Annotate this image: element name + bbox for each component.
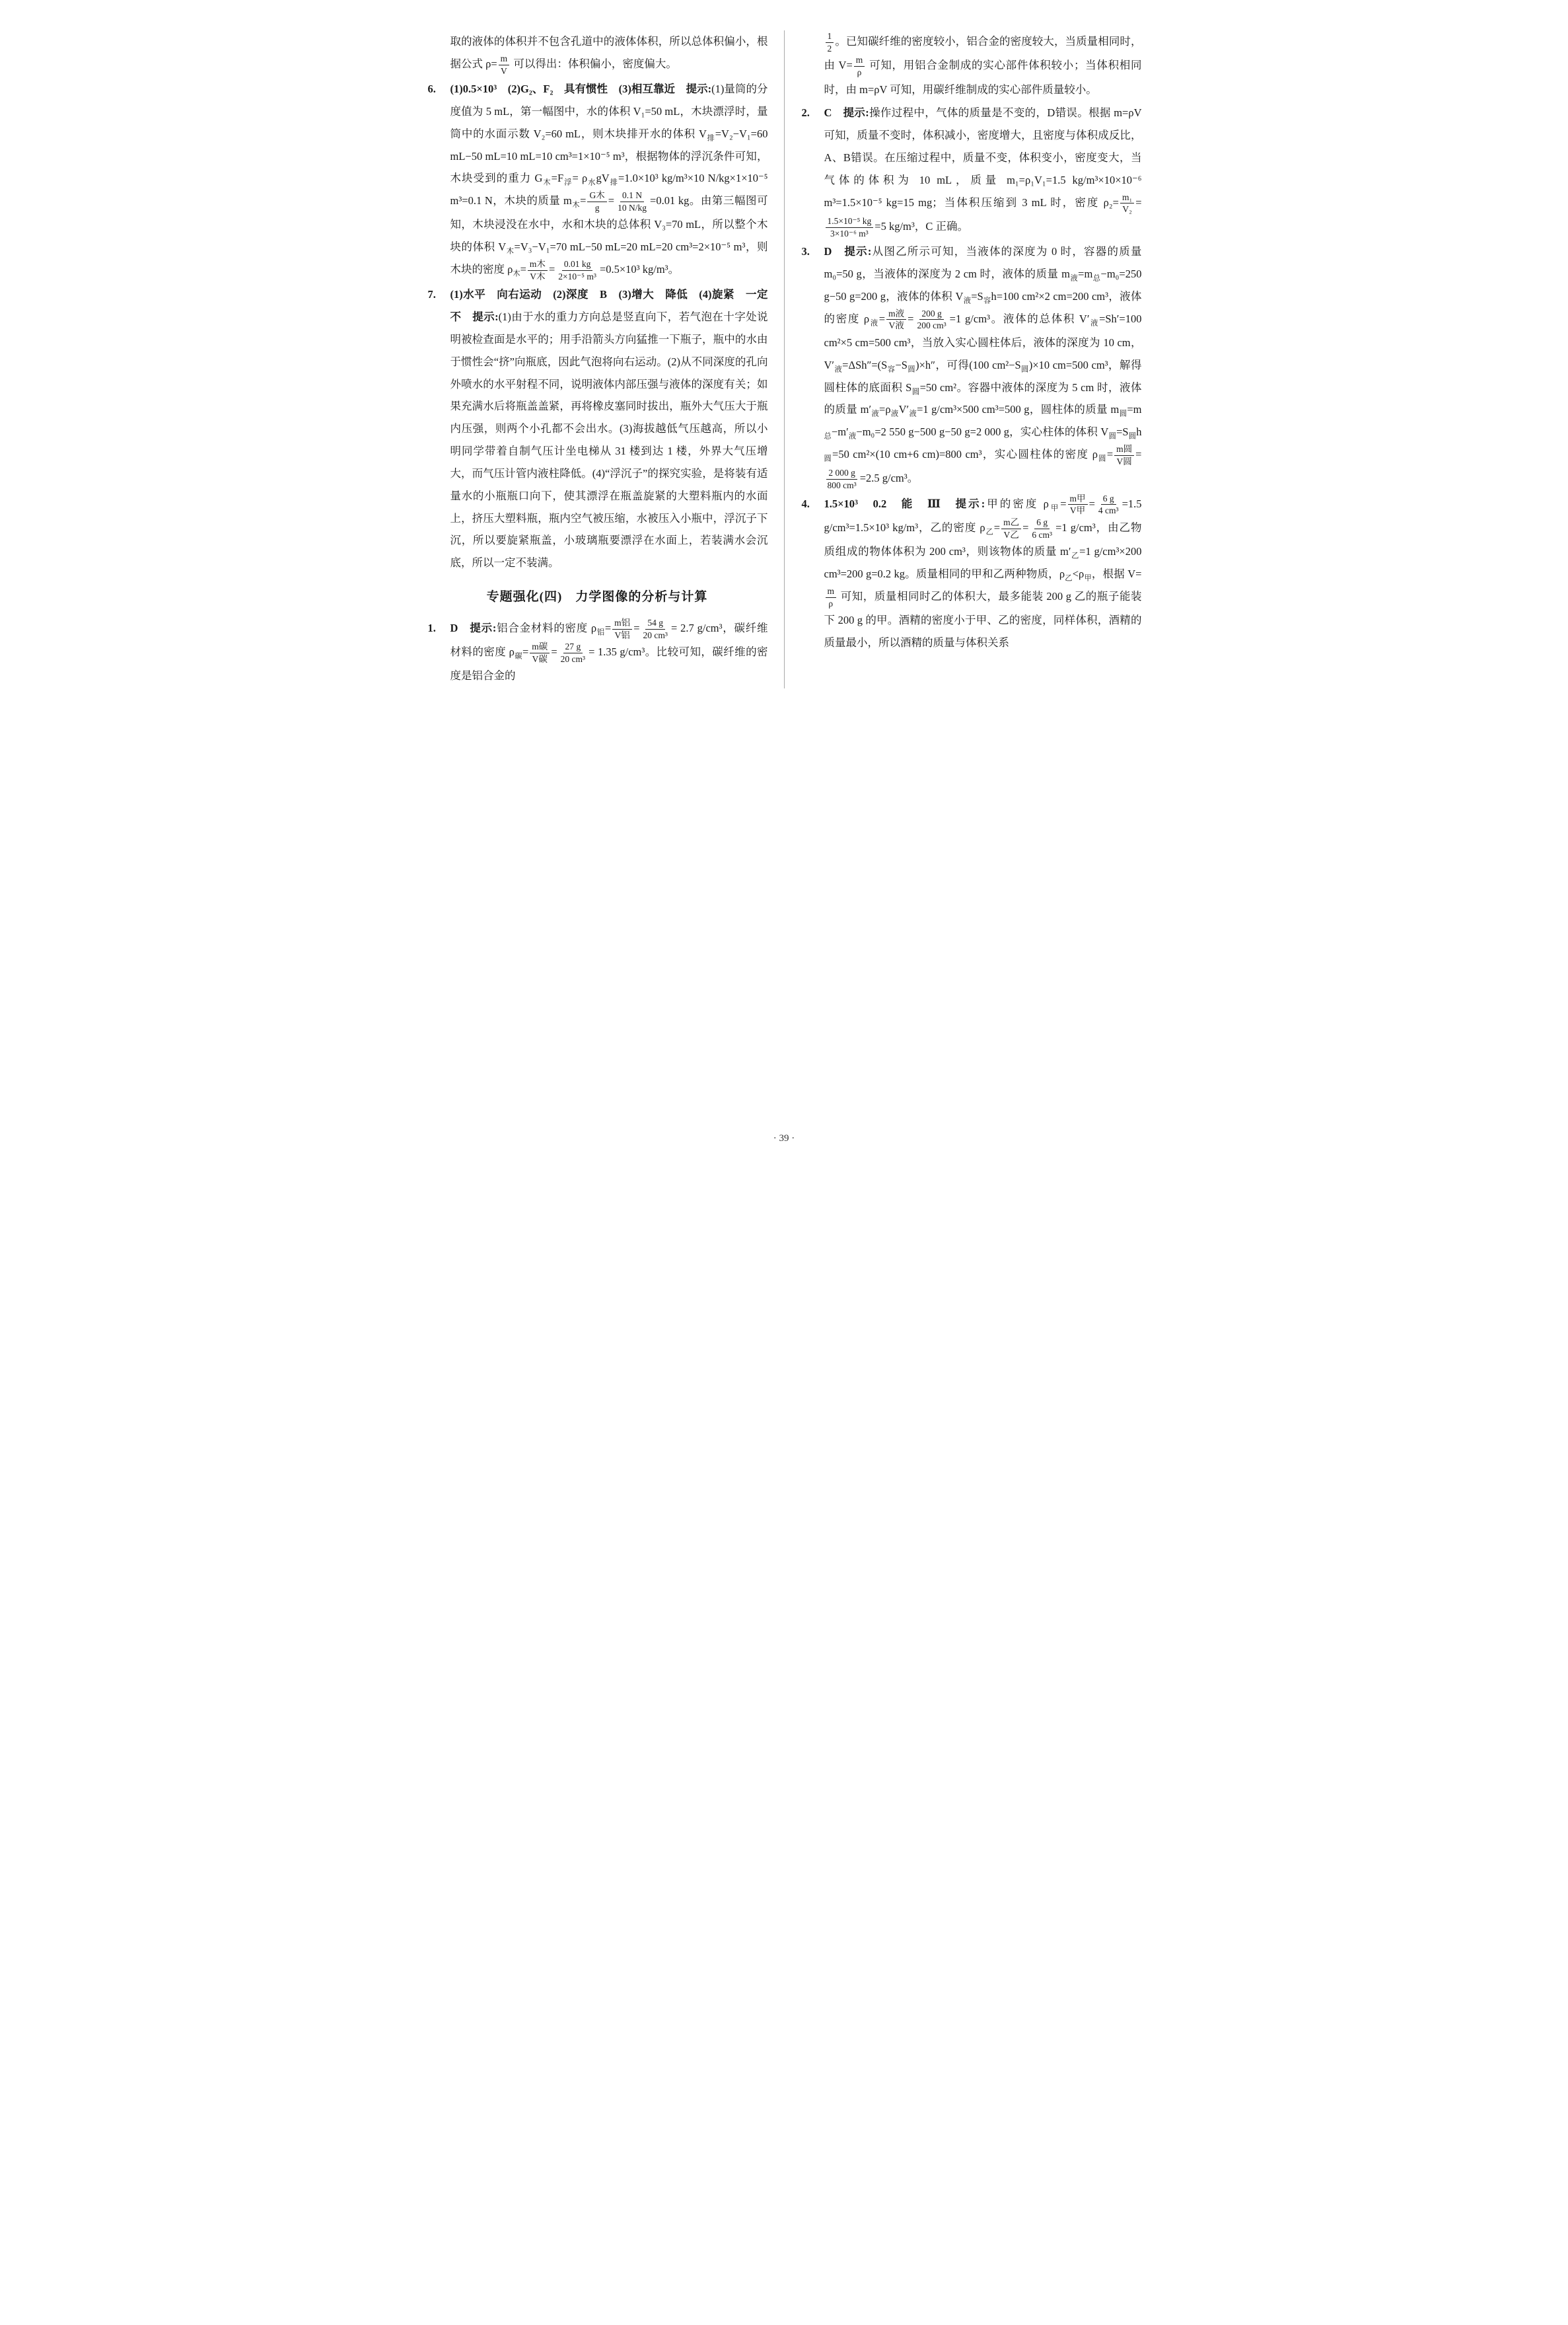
fraction bbox=[559, 641, 587, 665]
text-run: =Sh′=100 cm²×5 cm=500 cm³，当放入实心圆柱体后，液体的深度为 10 cm，V′ bbox=[824, 312, 1142, 371]
fraction bbox=[1001, 517, 1021, 540]
text-run: =1 g/cm³，由乙物质组成的物体体积为 200 cm³，则该物体的质量 m′ bbox=[824, 521, 1142, 558]
text-run: = bbox=[522, 646, 529, 659]
fraction-denominator: 2 bbox=[827, 43, 832, 54]
text-run: 操作过程中，气体的质量是不变的，D错误。根据 m=ρV 可知，质量不变时，体积减小，密度增大，且密度与体积成反比，A、B错误。在压缩过程中，质量不变，体积变小，密度变大，当气体的体积为 10 mL，质量 m₁=ρ₁V₁=1.5 kg/m³×10×10⁻⁶ m³=1.5×10⁻⁵ kg=15 mg；当体积压缩到 3 mL 时，密度 ρ₂= bbox=[824, 106, 1142, 209]
subscript: 液 bbox=[909, 410, 917, 418]
answer-bold-text: 提示: bbox=[472, 311, 499, 324]
subscript: 排 bbox=[609, 178, 618, 187]
text-run: = bbox=[580, 194, 587, 207]
continuation-paragraph bbox=[801, 30, 1142, 100]
section-heading: 专题强化(四) 力学图像的分析与计算 bbox=[486, 589, 708, 604]
item-body bbox=[450, 35, 768, 76]
fraction-denominator: 6 cm³ bbox=[1032, 529, 1053, 540]
text-run: =m bbox=[1127, 403, 1142, 416]
fraction-numerator: m bbox=[854, 54, 865, 67]
text-run: = bbox=[1060, 497, 1067, 510]
text-run: = bbox=[608, 194, 615, 207]
text-run: 铝合金材料的密度 ρ bbox=[496, 621, 597, 634]
answer-item bbox=[801, 102, 1142, 239]
answer-item bbox=[801, 240, 1142, 491]
fraction bbox=[587, 190, 606, 213]
fraction-denominator: g bbox=[594, 202, 600, 213]
answer-item bbox=[801, 493, 1142, 654]
item-body bbox=[824, 493, 1142, 649]
text-run: =V₂−V₁=60 mL−50 mL=10 mL=10 cm³=1×10⁻⁵ m³，根据物体的浮沉条件可知，木块受到的重力 G bbox=[450, 127, 768, 185]
text-run: h=100 cm²×2 cm=200 cm³，液体的密度 ρ bbox=[824, 289, 1142, 325]
fraction bbox=[616, 190, 649, 213]
fraction-numerator: m甲 bbox=[1068, 493, 1088, 505]
subscript: 总 bbox=[824, 432, 832, 441]
fraction bbox=[612, 617, 632, 641]
subscript: 总 bbox=[1092, 274, 1101, 283]
text-run: =1 g/cm³×200 cm³=200 g=0.2 kg。质量相同的甲和乙两种物质，ρ bbox=[824, 545, 1142, 581]
fraction-denominator: 10 N/kg bbox=[618, 202, 647, 213]
text-run: )×10 cm=500 cm³，解得圆柱体的底面积 S bbox=[824, 358, 1142, 394]
fraction-numerator: 6 g bbox=[1101, 493, 1116, 505]
fraction bbox=[530, 641, 550, 665]
subscript: 容 bbox=[887, 365, 896, 374]
subscript: 乙 bbox=[1071, 552, 1080, 560]
fraction-denominator: 4 cm³ bbox=[1098, 505, 1119, 516]
text-run: =ρ bbox=[879, 403, 891, 416]
answer-bold-text: D bbox=[450, 621, 470, 634]
text-run: =1.5 g/cm³=1.5×10³ kg/m³，乙的密度 ρ bbox=[824, 497, 1142, 534]
text-run: V′ bbox=[898, 403, 909, 416]
item-body bbox=[450, 83, 768, 281]
text-run: 甲的密度 ρ bbox=[985, 497, 1049, 510]
text-run: 从图乙所示可知，当液体的深度为 0 时，容器的质量 m₀=50 g，当液体的深度为 2 cm 时，液体的质量 m bbox=[824, 245, 1142, 281]
fraction bbox=[528, 258, 548, 282]
text-run: =S bbox=[971, 289, 983, 303]
subscript: 液 bbox=[869, 318, 879, 327]
text-run: = bbox=[993, 521, 1001, 534]
answer-item bbox=[427, 617, 768, 687]
subscript: 圆 bbox=[824, 455, 833, 463]
subscript: 木 bbox=[513, 270, 520, 278]
subscript: 圆 bbox=[1119, 410, 1127, 418]
text-run: =F bbox=[551, 172, 564, 185]
text-run: −S bbox=[895, 358, 908, 371]
fraction-numerator: m圆 bbox=[1114, 443, 1134, 456]
subscript: 圆 bbox=[911, 387, 920, 396]
text-run: = bbox=[1135, 196, 1142, 209]
fraction bbox=[826, 467, 859, 491]
fraction-denominator: ρ bbox=[857, 67, 862, 78]
subscript: 液 bbox=[1069, 274, 1079, 283]
item-number: 3. bbox=[801, 245, 810, 258]
fraction bbox=[1096, 493, 1121, 517]
right-column bbox=[785, 30, 1142, 688]
text-run: 取的液体的体积并不包含孔道中的液体体积，所以总体积偏小，根据公式 ρ= bbox=[450, 35, 768, 70]
text-run: = bbox=[1022, 521, 1029, 534]
page-footer bbox=[392, 1133, 1176, 1144]
text-run: −m₀=250 g−50 g=200 g，液体的体积 V bbox=[824, 268, 1142, 303]
page-number: · 39 · bbox=[773, 1133, 795, 1144]
fraction-numerator: G木 bbox=[587, 190, 606, 202]
text-run: ，根据 V= bbox=[1091, 568, 1142, 581]
answer-bold-text: C bbox=[824, 106, 843, 120]
left-column bbox=[427, 30, 784, 688]
answer-bold-text: 提示: bbox=[844, 245, 872, 258]
fraction bbox=[499, 53, 510, 77]
fraction-numerator: m木 bbox=[528, 258, 548, 271]
item-body bbox=[450, 288, 768, 569]
answer-bold-text: 提示: bbox=[686, 83, 712, 96]
text-run: 。已知碳纤维的密度较小，铝合金的密度较大，当质量相同时，由 V= bbox=[824, 35, 1142, 72]
text-run: = bbox=[551, 646, 557, 659]
text-run: = bbox=[878, 312, 886, 325]
fraction bbox=[915, 308, 948, 332]
fraction bbox=[1114, 443, 1134, 467]
fraction-denominator: V圆 bbox=[1116, 456, 1132, 466]
fraction-numerator: m bbox=[499, 53, 510, 65]
subscript: 木 bbox=[571, 201, 581, 209]
subscript: 乙 bbox=[985, 528, 994, 536]
text-run: = 2.7 g/cm³，碳纤维材料的密度 ρ bbox=[450, 621, 768, 659]
fraction bbox=[1068, 493, 1088, 517]
subscript: 水 bbox=[587, 178, 596, 187]
subscript: 碳 bbox=[514, 652, 522, 661]
subscript: 木 bbox=[506, 247, 515, 256]
text-run: = bbox=[1135, 448, 1142, 461]
fraction-denominator: V铝 bbox=[614, 630, 630, 640]
fraction-numerator: 0.1 N bbox=[620, 190, 644, 202]
fraction-denominator: V bbox=[501, 65, 507, 76]
subscript: 铝 bbox=[596, 628, 605, 637]
fraction bbox=[1030, 517, 1054, 540]
fraction bbox=[826, 585, 837, 609]
fraction-denominator: V₂ bbox=[1122, 204, 1132, 215]
fraction-denominator: V甲 bbox=[1069, 505, 1086, 516]
text-run: −m₀=2 550 g−500 g−50 g=2 000 g，实心柱体的体积 V bbox=[856, 425, 1109, 439]
text-run: = bbox=[633, 621, 640, 634]
fraction bbox=[854, 54, 865, 78]
text-run: =5 kg/m³，C 正确。 bbox=[874, 219, 968, 233]
answer-bold-text: 提示: bbox=[955, 497, 985, 510]
fraction-denominator: 800 cm³ bbox=[827, 480, 857, 491]
fraction-numerator: 2 000 g bbox=[826, 467, 857, 480]
subscript: 圆 bbox=[1108, 432, 1117, 441]
subscript: 甲 bbox=[1084, 574, 1092, 583]
fraction-numerator: m bbox=[826, 585, 837, 598]
subscript: 液 bbox=[871, 410, 880, 418]
answer-bold-text: (1)水平 向右运动 (2)深度 B (3)增大 降低 (4)旋紧 一定不 bbox=[450, 288, 768, 324]
text-run: 可以得出：体积偏小，密度偏大。 bbox=[511, 57, 677, 70]
answer-item bbox=[427, 78, 768, 282]
text-run: =1.0×10³ kg/m³×10 N/kg×1×10⁻⁵ m³=0.1 N，木块的质量 m bbox=[450, 172, 768, 207]
item-body bbox=[824, 31, 1142, 96]
item-number: 6. bbox=[427, 83, 436, 96]
item-number: 1. bbox=[427, 621, 436, 634]
subscript: 液 bbox=[834, 365, 843, 374]
text-run: (1)由于水的重力方向总是竖直向下，若气泡在十字处说明被检查面是水平的；用手沿箭头方向猛推一下瓶子，瓶中的水由于惯性会“挤”向瓶底，因此气泡将向右运动。(2)从不同深度的孔向外喷水的水平射程不同，说明液体内部压强与液体的深度有关；如果充满水后将瓶盖盖紧，再将橡皮塞同时拔出，瓶外大气压大于瓶内压强，则两个小孔都不会出水。(3)海拔越低气压越高，所以小明同学带着自制气压计坐电梯从 31 楼到达 1 楼，外界大气压增大，而气压计管内液柱降低。(4)“浮沉子”的探究实验，是将装有适量水的小瓶瓶口向下，使其漂浮在瓶盖旋紧的大塑料瓶内的水面上，挤压大塑料瓶，瓶内空气被压缩，水被压入小瓶中，浮沉子下沉，所以要旋紧瓶盖，小玻璃瓶要漂浮在水面上，若装满水会沉底，所以一定不装满。 bbox=[450, 311, 768, 570]
answer-bold-text: 提示: bbox=[843, 106, 869, 120]
subscript: 圆 bbox=[1097, 455, 1107, 463]
fraction-numerator: 6 g bbox=[1034, 517, 1050, 529]
fraction-numerator: m碳 bbox=[530, 641, 550, 653]
subscript: 木 bbox=[542, 178, 552, 187]
fraction-denominator: 2×10⁻⁵ m³ bbox=[558, 271, 596, 281]
answer-book-page bbox=[392, 0, 1176, 1163]
text-run: )×h″，可得(100 cm²−S bbox=[915, 358, 1021, 371]
fraction-numerator: m₁ bbox=[1120, 192, 1134, 204]
fraction bbox=[826, 30, 834, 54]
answer-item bbox=[427, 283, 768, 574]
fraction-numerator: 1.5×10⁻⁵ kg bbox=[826, 215, 874, 228]
text-run: =1 g/cm³×500 cm³=500 g，圆柱体的质量 m bbox=[917, 403, 1120, 416]
answer-bold-text: D bbox=[824, 245, 845, 258]
text-run: = bbox=[520, 263, 526, 276]
subscript: 乙 bbox=[1065, 574, 1073, 583]
fraction bbox=[641, 617, 670, 641]
text-run: 可知，用铝合金制成的实心部件体积较小；当体积相同时，由 m=ρV 可知，用碳纤维制成的实心部件质量较小。 bbox=[824, 59, 1142, 96]
item-body bbox=[824, 245, 1142, 491]
fraction-denominator: 20 cm³ bbox=[643, 630, 668, 640]
fraction-numerator: 27 g bbox=[563, 641, 583, 653]
text-run: =2.5 g/cm³。 bbox=[859, 472, 919, 485]
text-run: =0.5×10³ kg/m³。 bbox=[599, 263, 680, 276]
fraction-denominator: 3×10⁻⁶ m³ bbox=[830, 228, 869, 239]
text-run: =ΔSh″=(S bbox=[842, 358, 888, 371]
answer-bold-text: 1.5×10³ 0.2 能 Ⅲ bbox=[824, 497, 956, 510]
subscript: 液 bbox=[963, 297, 972, 305]
text-run: −m′ bbox=[831, 425, 849, 439]
text-run: =V₃−V₁=70 mL−50 mL=20 mL=20 cm³=2×10⁻⁵ m³，则木块的密度 ρ bbox=[450, 240, 768, 276]
fraction-numerator: m铝 bbox=[612, 617, 632, 630]
item-body bbox=[450, 618, 768, 683]
fraction-numerator: m液 bbox=[886, 308, 906, 320]
text-run: = bbox=[1088, 497, 1095, 510]
text-run: =0.01 kg。由第三幅图可知，木块浸没在水中，水和木块的总体积 V₃=70 mL，所以整个木块的体积 V bbox=[450, 194, 768, 254]
two-column-layout bbox=[392, 0, 1176, 748]
fraction bbox=[556, 258, 598, 282]
subscript: 液 bbox=[890, 410, 899, 418]
text-run: = bbox=[548, 263, 555, 276]
continuation-paragraph bbox=[427, 30, 768, 77]
text-run: =m bbox=[1078, 268, 1093, 281]
text-run: = bbox=[1106, 448, 1114, 461]
subscript: 圆 bbox=[1020, 365, 1029, 374]
text-run: =1 g/cm³。液体的总体积 V′ bbox=[949, 312, 1090, 325]
fraction-numerator: m乙 bbox=[1001, 517, 1021, 529]
subscript: 甲 bbox=[1048, 503, 1061, 512]
answer-bold-text: 提示: bbox=[470, 621, 497, 634]
fraction-denominator: V木 bbox=[530, 271, 546, 281]
text-run: (1)量筒的分度值为 5 mL，第一幅图中，水的体积 V₁=50 mL，木块漂浮时，量筒中的水面示数 V₂=60 mL，则木块排开水的体积 V bbox=[450, 83, 768, 140]
text-run: <ρ bbox=[1072, 568, 1085, 581]
text-run: gV bbox=[596, 172, 610, 185]
subscript: 圆 bbox=[907, 365, 916, 374]
subscript: 液 bbox=[848, 432, 857, 441]
subscript: 容 bbox=[983, 297, 991, 305]
text-run: 可知，质量相同时乙的体积大，最多能装 200 g 乙的瓶子能装下 200 g 的甲。酒精的密度小于甲、乙的密度，同样体积，酒精的质量最小，所以酒精的质量与体积关系 bbox=[824, 589, 1142, 649]
fraction-denominator: V液 bbox=[888, 320, 904, 331]
text-run: = bbox=[604, 621, 612, 634]
text-run: = ρ bbox=[572, 172, 588, 185]
fraction-numerator: 54 g bbox=[645, 617, 665, 630]
text-run: =50 cm²×(10 cm+6 cm)=800 cm³，实心圆柱体的密度 ρ bbox=[832, 448, 1098, 461]
fraction-denominator: V乙 bbox=[1003, 529, 1019, 540]
item-number: 7. bbox=[427, 288, 436, 301]
fraction-denominator: 200 cm³ bbox=[917, 320, 946, 331]
subscript: 浮 bbox=[563, 178, 573, 187]
fraction-numerator: 0.01 kg bbox=[562, 258, 593, 271]
fraction-denominator: 20 cm³ bbox=[560, 653, 586, 664]
fraction-denominator: ρ bbox=[828, 598, 834, 609]
text-run: h bbox=[1136, 425, 1142, 439]
answer-bold-text: (1)0.5×10³ (2)G₂、F₂ 具有惯性 (3)相互靠近 bbox=[450, 83, 686, 96]
item-number: 2. bbox=[801, 106, 810, 120]
item-body bbox=[824, 106, 1142, 239]
text-run: =50 cm²。容器中液体的深度为 5 cm 时，液体的质量 m′ bbox=[824, 381, 1142, 416]
text-run: = 1.35 g/cm³。比较可知，碳纤维的密度是铝合金的 bbox=[450, 646, 768, 683]
fraction-denominator: V碳 bbox=[532, 653, 548, 664]
fraction bbox=[826, 215, 874, 239]
fraction bbox=[1120, 192, 1134, 215]
item-number: 4. bbox=[801, 497, 810, 510]
fraction-numerator: 200 g bbox=[919, 308, 943, 320]
text-run: = bbox=[908, 312, 914, 325]
subscript: 排 bbox=[706, 134, 715, 143]
subscript: 液 bbox=[1089, 318, 1100, 327]
subscript: 圆 bbox=[1128, 432, 1137, 441]
text-run: =S bbox=[1116, 425, 1129, 439]
fraction-numerator: 1 bbox=[826, 30, 834, 43]
fraction bbox=[886, 308, 906, 332]
